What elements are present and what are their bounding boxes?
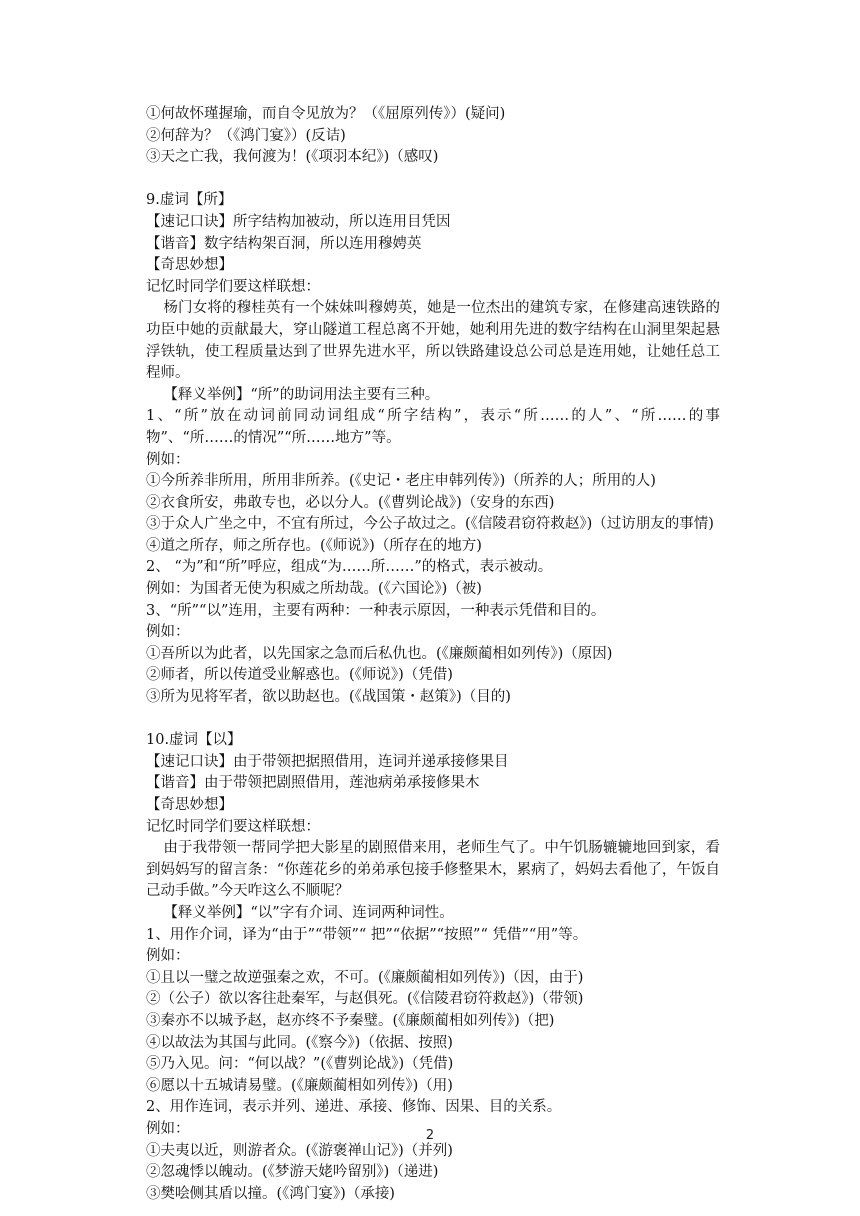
text-line: 【速记口诀】由于带领把据照借用，连词并递承接修果目 <box>146 753 509 770</box>
text-line: ①吾所以为此者，以先国家之急而后私仇也。(《廉颇蔺相如列传》)（原因) <box>146 645 613 662</box>
text-line: 【速记口诀】所字结构加被动，所以连用目凭因 <box>146 213 451 230</box>
text-line: 10.虚词【以】 <box>146 732 242 749</box>
text-line: ⑤乃入见。问：“何以战？”(《曹刿论战》)（凭借) <box>146 1056 454 1073</box>
text-line: 1、“所”放在动词前同动词组成“所字结构”，表示“所……的人”、“所……的事物”、“所……的情况”“所……地方”等。 <box>146 408 720 446</box>
text-line: ③所为见将军者，欲以助赵也。(《战国策・赵策》)（目的) <box>146 689 511 706</box>
text-line: ③天之亡我，我何渡为！(《项羽本纪》)（感叹) <box>146 149 439 166</box>
text-line: ③于众人广坐之中，不宜有所过，今公子故过之。(《信陵君窃符救赵》)（过访朋友的事情) <box>146 516 714 533</box>
blank-line <box>146 169 720 191</box>
text-line: ④以故法为其国与此同。(《察今》)（依据、按照) <box>146 1034 453 1051</box>
text-line: 【谐音】由于带领把剧照借用，莲池病弟承接修果木 <box>146 775 480 792</box>
text-line: ②衣食所安，弗敢专也，必以分人。(《曹刿论战》)（安身的东西) <box>146 494 555 511</box>
text-line: ①夫夷以近，则游者众。(《游褒禅山记》)（并列) <box>146 1142 453 1159</box>
text-line: 记忆时同学们要这样联想： <box>146 278 320 295</box>
paragraph: 【释义举例】“所”的助词用法主要有三种。 <box>163 386 440 403</box>
text-line: ②忽魂悸以魄动。(《梦游天姥吟留别》)（递进) <box>146 1164 439 1181</box>
text-line: ①今所养非所用，所用非所养。(《史记・老庄申韩列传》)（所养的人；所用的人) <box>146 473 656 490</box>
text-line: 例如： <box>146 948 190 965</box>
page-number: 2 <box>425 1128 435 1143</box>
text-line: ②何辞为？（《鸿门宴》）(反诘) <box>146 127 346 144</box>
text-line: ③秦亦不以城予赵，赵亦终不予秦璧。(《廉颇蔺相如列传》)（把) <box>146 1012 555 1029</box>
text-line: ⑥愿以十五城请易璧。(《廉颇蔺相如列传》)（用) <box>146 1077 453 1094</box>
paragraph: 【释义举例】“以”字有介词、连词两种词性。 <box>163 904 454 921</box>
paragraph: 由于我带领一帮同学把大影星的剧照借来用，老师生气了。中午饥肠辘辘地回到家，看到妈妈写的留言条：“你莲花乡的弟弟承包接手修整果木，累病了，妈妈去看他了，午饭自己动手做。”今天咋这么不顺呢？ <box>146 840 720 900</box>
text-line: 【奇思妙想】 <box>146 257 233 274</box>
text-line: ①且以一璧之故逆强秦之欢，不可。(《廉颇蔺相如列传》)（因，由于) <box>146 969 584 986</box>
text-line: 3、“所”“以”连用，主要有两种：一种表示原因，一种表示凭借和目的。 <box>146 602 606 619</box>
text-line: 例如： <box>146 624 190 641</box>
page-content <box>146 104 720 1205</box>
text-line: ①何故怀瑾握瑜，而自令见放为？（《屈原列传》）(疑问) <box>146 106 506 122</box>
text-line: 例如： <box>146 451 190 468</box>
paragraph: 杨门女将的穆桂英有一个妹妹叫穆娉英，她是一位杰出的建筑专家，在修建高速铁路的功臣中她的贡献最大，穿山隧道工程总离不开她，她利用先进的数字结构在山洞里架起悬浮铁轨，使工程质量达到了世界先进水平，所以铁路建设总公司总是连用她，让她任总工程师。 <box>146 300 720 382</box>
text-line: 2、用作连词，表示并列、递进、承接、修饰、因果、目的关系。 <box>146 1099 562 1116</box>
text-line: ③樊哙侧其盾以撞。(《鸿门宴》)（承接) <box>146 1185 395 1202</box>
text-line: 例如：为国者无使为积威之所劫哉。(《六国论》)（被) <box>146 581 482 598</box>
text-line: 1、用作介词，译为“由于”“带领”“ 把”“依据”“按照”“ 凭借”“用”等。 <box>146 926 588 943</box>
text-line: 例如： <box>146 1120 190 1137</box>
blank-line <box>146 709 720 731</box>
text-line: 【谐音】数字结构架百洞，所以连用穆娉英 <box>146 235 422 252</box>
text-line: ④道之所存，师之所存也。(《师说》)（所存在的地方) <box>146 537 482 554</box>
text-line: 9.虚词【所】 <box>146 192 233 209</box>
text-line: 2、 “为”和“所”呼应，组成“为……所……”的格式，表示被动。 <box>146 559 553 576</box>
text-line: 记忆时同学们要这样联想： <box>146 818 320 835</box>
text-line: ②师者，所以传道受业解惑也。(《师说》)（凭借) <box>146 667 453 684</box>
text-line: 【奇思妙想】 <box>146 797 233 813</box>
text-line: ②（公子）欲以客往赴秦军，与赵俱死。(《信陵君窃符救赵》)（带领) <box>146 991 584 1008</box>
